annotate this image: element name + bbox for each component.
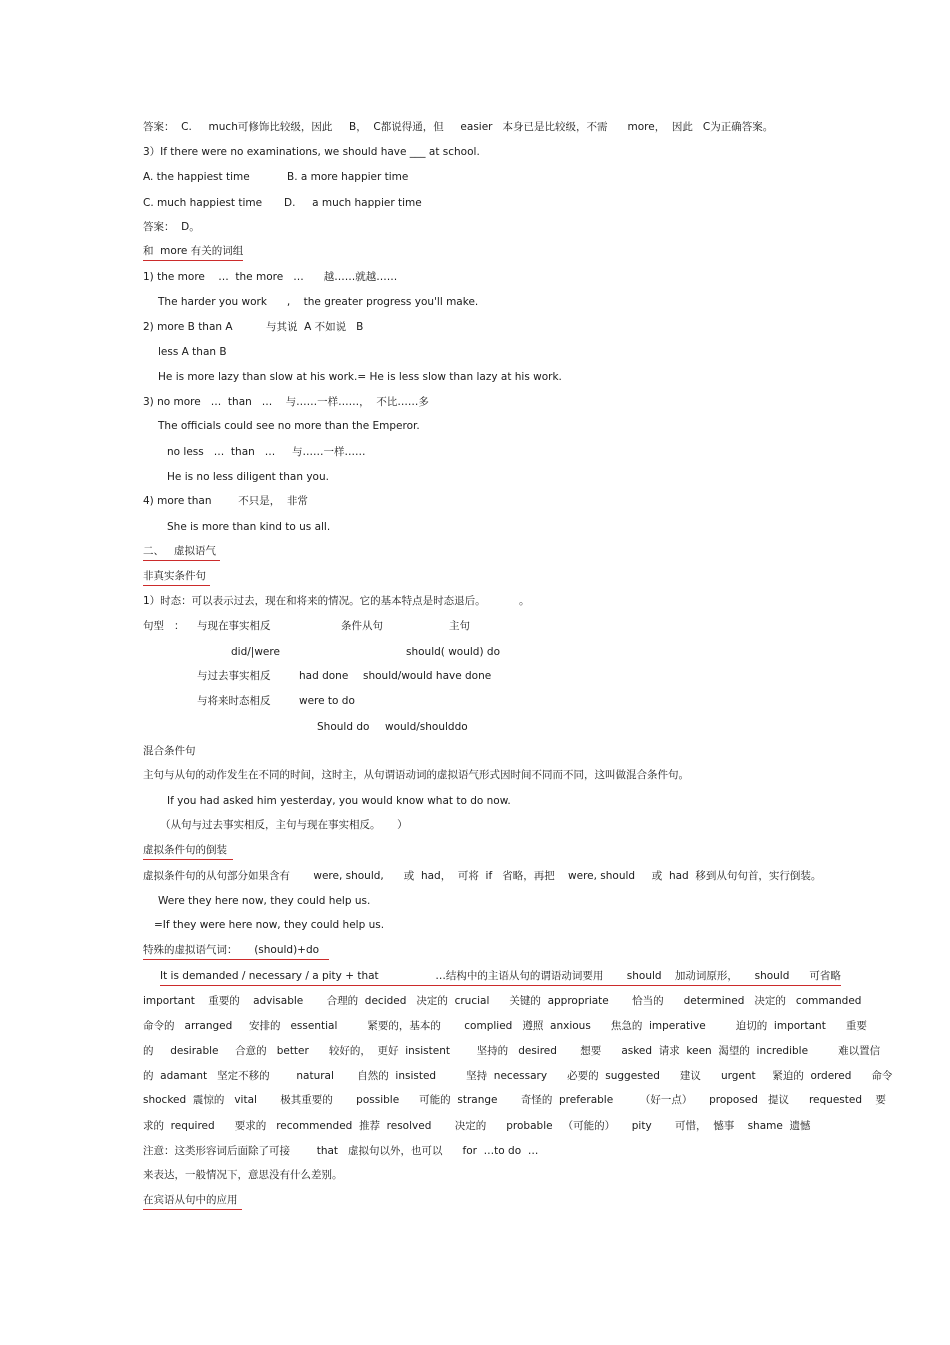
mixed-conditional-desc: 主句与从句的动作发生在不同的时间，这时主，从句谓语动词的虚拟语气形式因时间不同而不同，这叫做混合条件句。	[143, 769, 689, 781]
mixed-conditional-title: 混合条件句	[143, 745, 196, 757]
present-main-form: should( would) do	[406, 646, 500, 658]
row-past-label: 与过去事实相反	[197, 670, 271, 682]
row-future-label: 与将来时态相反	[197, 695, 271, 707]
inversion-equivalent: =If they were here now, they could help us.	[154, 919, 385, 931]
tense-rule: 1）时态：可以表示过去，现在和将来的情况。它的基本特点是时态退后。 。	[143, 595, 530, 607]
future-conditional-alt: Should do	[317, 721, 370, 733]
word-list-line-2: 命令的 arranged 安排的 essential 紧要的，基本的 complied 遵照 anxious 焦急的 imperative 迫切的 important 重要	[143, 1020, 867, 1032]
past-conditional-form: had done	[299, 670, 349, 682]
option-a: A. the happiest time	[143, 171, 250, 183]
inversion-example: Were they here now, they could help us.	[158, 895, 371, 907]
word-list-line-1: important 重要的 advisable 合理的 decided 决定的 crucial 关键的 appropriate 恰当的 determined 决定的 commanded	[143, 995, 862, 1007]
option-b: B. a more happier time	[287, 171, 409, 183]
answer-line-c: 答案： C. much可修饰比较级，因此 B， C都说得通，但 easier 本身已是比较级，不需 more， 因此 C为正确答案。	[143, 121, 774, 133]
heading-more-phrases: 和 more 有关的词组	[143, 244, 243, 261]
heading-object-clause: 在宾语从句中的应用	[143, 1193, 242, 1210]
mixed-example-note: （从句与过去事实相反，主句与现在事实相反。 ）	[160, 819, 408, 831]
example-2: He is more lazy than slow at his work.= He is less slow than lazy at his work.	[158, 371, 562, 383]
example-4: She is more than kind to us all.	[167, 521, 331, 533]
present-conditional-form: did/|were	[231, 646, 280, 658]
past-main-form: should/would have done	[363, 670, 492, 682]
future-conditional-form: were to do	[299, 695, 355, 707]
heading-subjunctive: 二、 虚拟语气	[143, 544, 220, 561]
phrase-1: 1) the more … the more … 越……就越……	[143, 271, 398, 283]
heading-special-subjunctive: 特殊的虚拟语气词： (should)+do	[143, 943, 329, 960]
col-main-clause: 主句	[449, 620, 470, 632]
note-line-2: 来表达，一般情况下，意思没有什么差别。	[143, 1169, 343, 1181]
phrase-3-variant: no less … than … 与……一样……	[167, 446, 366, 458]
option-c: C. much happiest time	[143, 197, 263, 209]
row-present-label: 与现在事实相反	[197, 620, 271, 632]
col-conditional-clause: 条件从句	[341, 620, 383, 632]
question-3: 3）If there were no examinations, we should have ___ at school.	[143, 146, 480, 158]
note-line-1: 注意：这类形容词后面除了可接 that 虚拟句以外，也可以 for …to do …	[143, 1145, 539, 1157]
phrase-2: 2) more B than A 与其说 A 不如说 B	[143, 321, 364, 333]
word-list-line-5: shocked 震惊的 vital 极其重要的 possible 可能的 strange 奇怪的 preferable （好一点） proposed 提议 requested 要	[143, 1094, 886, 1106]
pattern-label: 句型 ：	[143, 620, 185, 632]
phrase-3: 3) no more … than … 与……一样……， 不比……多	[143, 396, 429, 408]
mixed-example: If you had asked him yesterday, you would know what to do now.	[167, 795, 511, 807]
example-3b: He is no less diligent than you.	[167, 471, 329, 483]
answer-line-d: 答案： D。	[143, 221, 200, 233]
word-list-line-6: 求的 required 要求的 recommended 推荐 resolved 决定的 probable （可能的） pity 可惜， 憾事 shame 遗憾	[143, 1120, 811, 1132]
word-list-line-4: 的 adamant 坚定不移的 natural 自然的 insisted 坚持 necessary 必要的 suggested 建议 urgent 紧迫的 ordered 命令	[143, 1070, 893, 1082]
heading-inversion: 虚拟条件句的倒装	[143, 843, 233, 860]
phrase-2-variant: less A than B	[158, 346, 227, 358]
structure-rule: It is demanded / necessary / a pity + that …结构中的主语从句的谓语动词要用 should 加动词原形， should 可省略	[160, 969, 841, 986]
word-list-line-3: 的 desirable 合意的 better 较好的， 更好 insistent 坚持的 desired 想要 asked 请求 keen 渴望的 incredible 难以置信	[143, 1045, 881, 1057]
inversion-rule: 虚拟条件句的从句部分如果含有 were, should, 或 had， 可将 if 省略，再把 were, should 或 had 移到从句句首，实行倒装。	[143, 870, 822, 882]
option-d: D. a much happier time	[284, 197, 422, 209]
example-1: The harder you work , the greater progress you'll make.	[158, 296, 479, 308]
heading-unreal-conditionals: 非真实条件句	[143, 569, 210, 586]
example-3: The officials could see no more than the Emperor.	[158, 420, 420, 432]
future-main-form: would/shoulddo	[385, 721, 468, 733]
phrase-4: 4) more than 不只是， 非常	[143, 495, 308, 507]
